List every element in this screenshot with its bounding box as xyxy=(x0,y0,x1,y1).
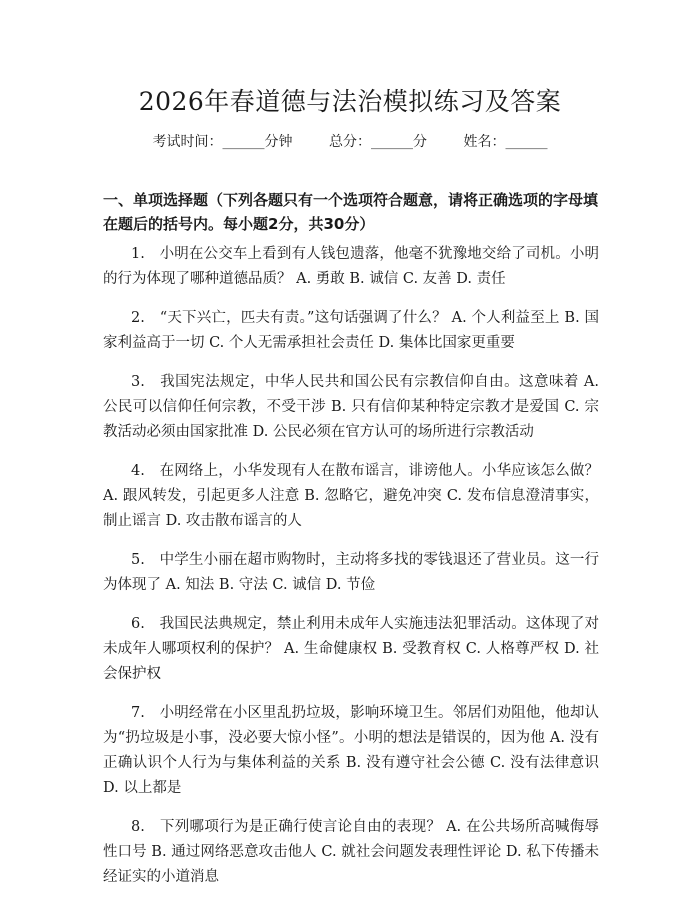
total-score-field: 总分：______分 xyxy=(329,134,427,150)
exam-time-field: 考试时间：______分钟 xyxy=(152,134,293,150)
section-heading: 一、单项选择题（下列各题只有一个选项符合题意，请将正确选项的字母填在题后的括号内。每小题2分，共30分） xyxy=(103,191,599,233)
question-item: 5. 中学生小丽在超市购物时，主动将多找的零钱退还了营业员。这一行为体现了 A. 知法 B. 守法 C. 诚信 D. 节俭 xyxy=(103,552,599,593)
question-item: 2. “天下兴亡，匹夫有责。”这句话强调了什么？ A. 个人利益至上 B. 国家利益高于一切 C. 个人无需承担社会责任 D. 集体比国家更重要 xyxy=(103,310,599,351)
exam-meta xyxy=(0,131,700,151)
question-item: 7. 小明经常在小区里乱扔垃圾，影响环境卫生。邻居们劝阻他，他却认为“扔垃圾是小事，没必要大惊小怪”。小明的想法是错误的，因为他 A. 没有正确认识个人行为与集体利益的关系 B. 没有遵守社会公德 C. 没有法律意识 D. 以上都是 xyxy=(103,705,599,796)
question-item: 8. 下列哪项行为是正确行使言论自由的表现？ A. 在公共场所高喊侮辱性口号 B. 通过网络恶意攻击他人 C. 就社会问题发表理性评论 D. 私下传播未经证实的小道消息 xyxy=(103,819,599,885)
student-name-field: 姓名：______ xyxy=(463,134,548,150)
question-item: 3. 我国宪法规定，中华人民共和国公民有宗教信仰自由。这意味着 A. 公民可以信仰任何宗教，不受干涉 B. 只有信仰某种特定宗教才是爱国 C. 宗教活动必须由国家批准 D. 公民必须在官方认可的场所进行宗教活动 xyxy=(103,374,599,440)
question-item: 1. 小明在公交车上看到有人钱包遗落，他毫不犹豫地交给了司机。小明的行为体现了哪种道德品质？ A. 勇敢 B. 诚信 C. 友善 D. 责任 xyxy=(103,246,599,287)
question-item: 4. 在网络上，小华发现有人在散布谣言，诽谤他人。小华应该怎么做？ A. 跟风转发，引起更多人注意 B. 忽略它，避免冲突 C. 发布信息澄清事实，制止谣言 D. 攻击散布谣言的人 xyxy=(103,463,599,529)
page-title: 2026年春道德与法治模拟练习及答案 xyxy=(138,87,562,116)
question-item: 6. 我国民法典规定，禁止利用未成年人实施违法犯罪活动。这体现了对未成年人哪项权利的保护？ A. 生命健康权 B. 受教育权 C. 人格尊严权 D. 社会保护权 xyxy=(103,616,599,682)
question-list xyxy=(103,242,599,904)
